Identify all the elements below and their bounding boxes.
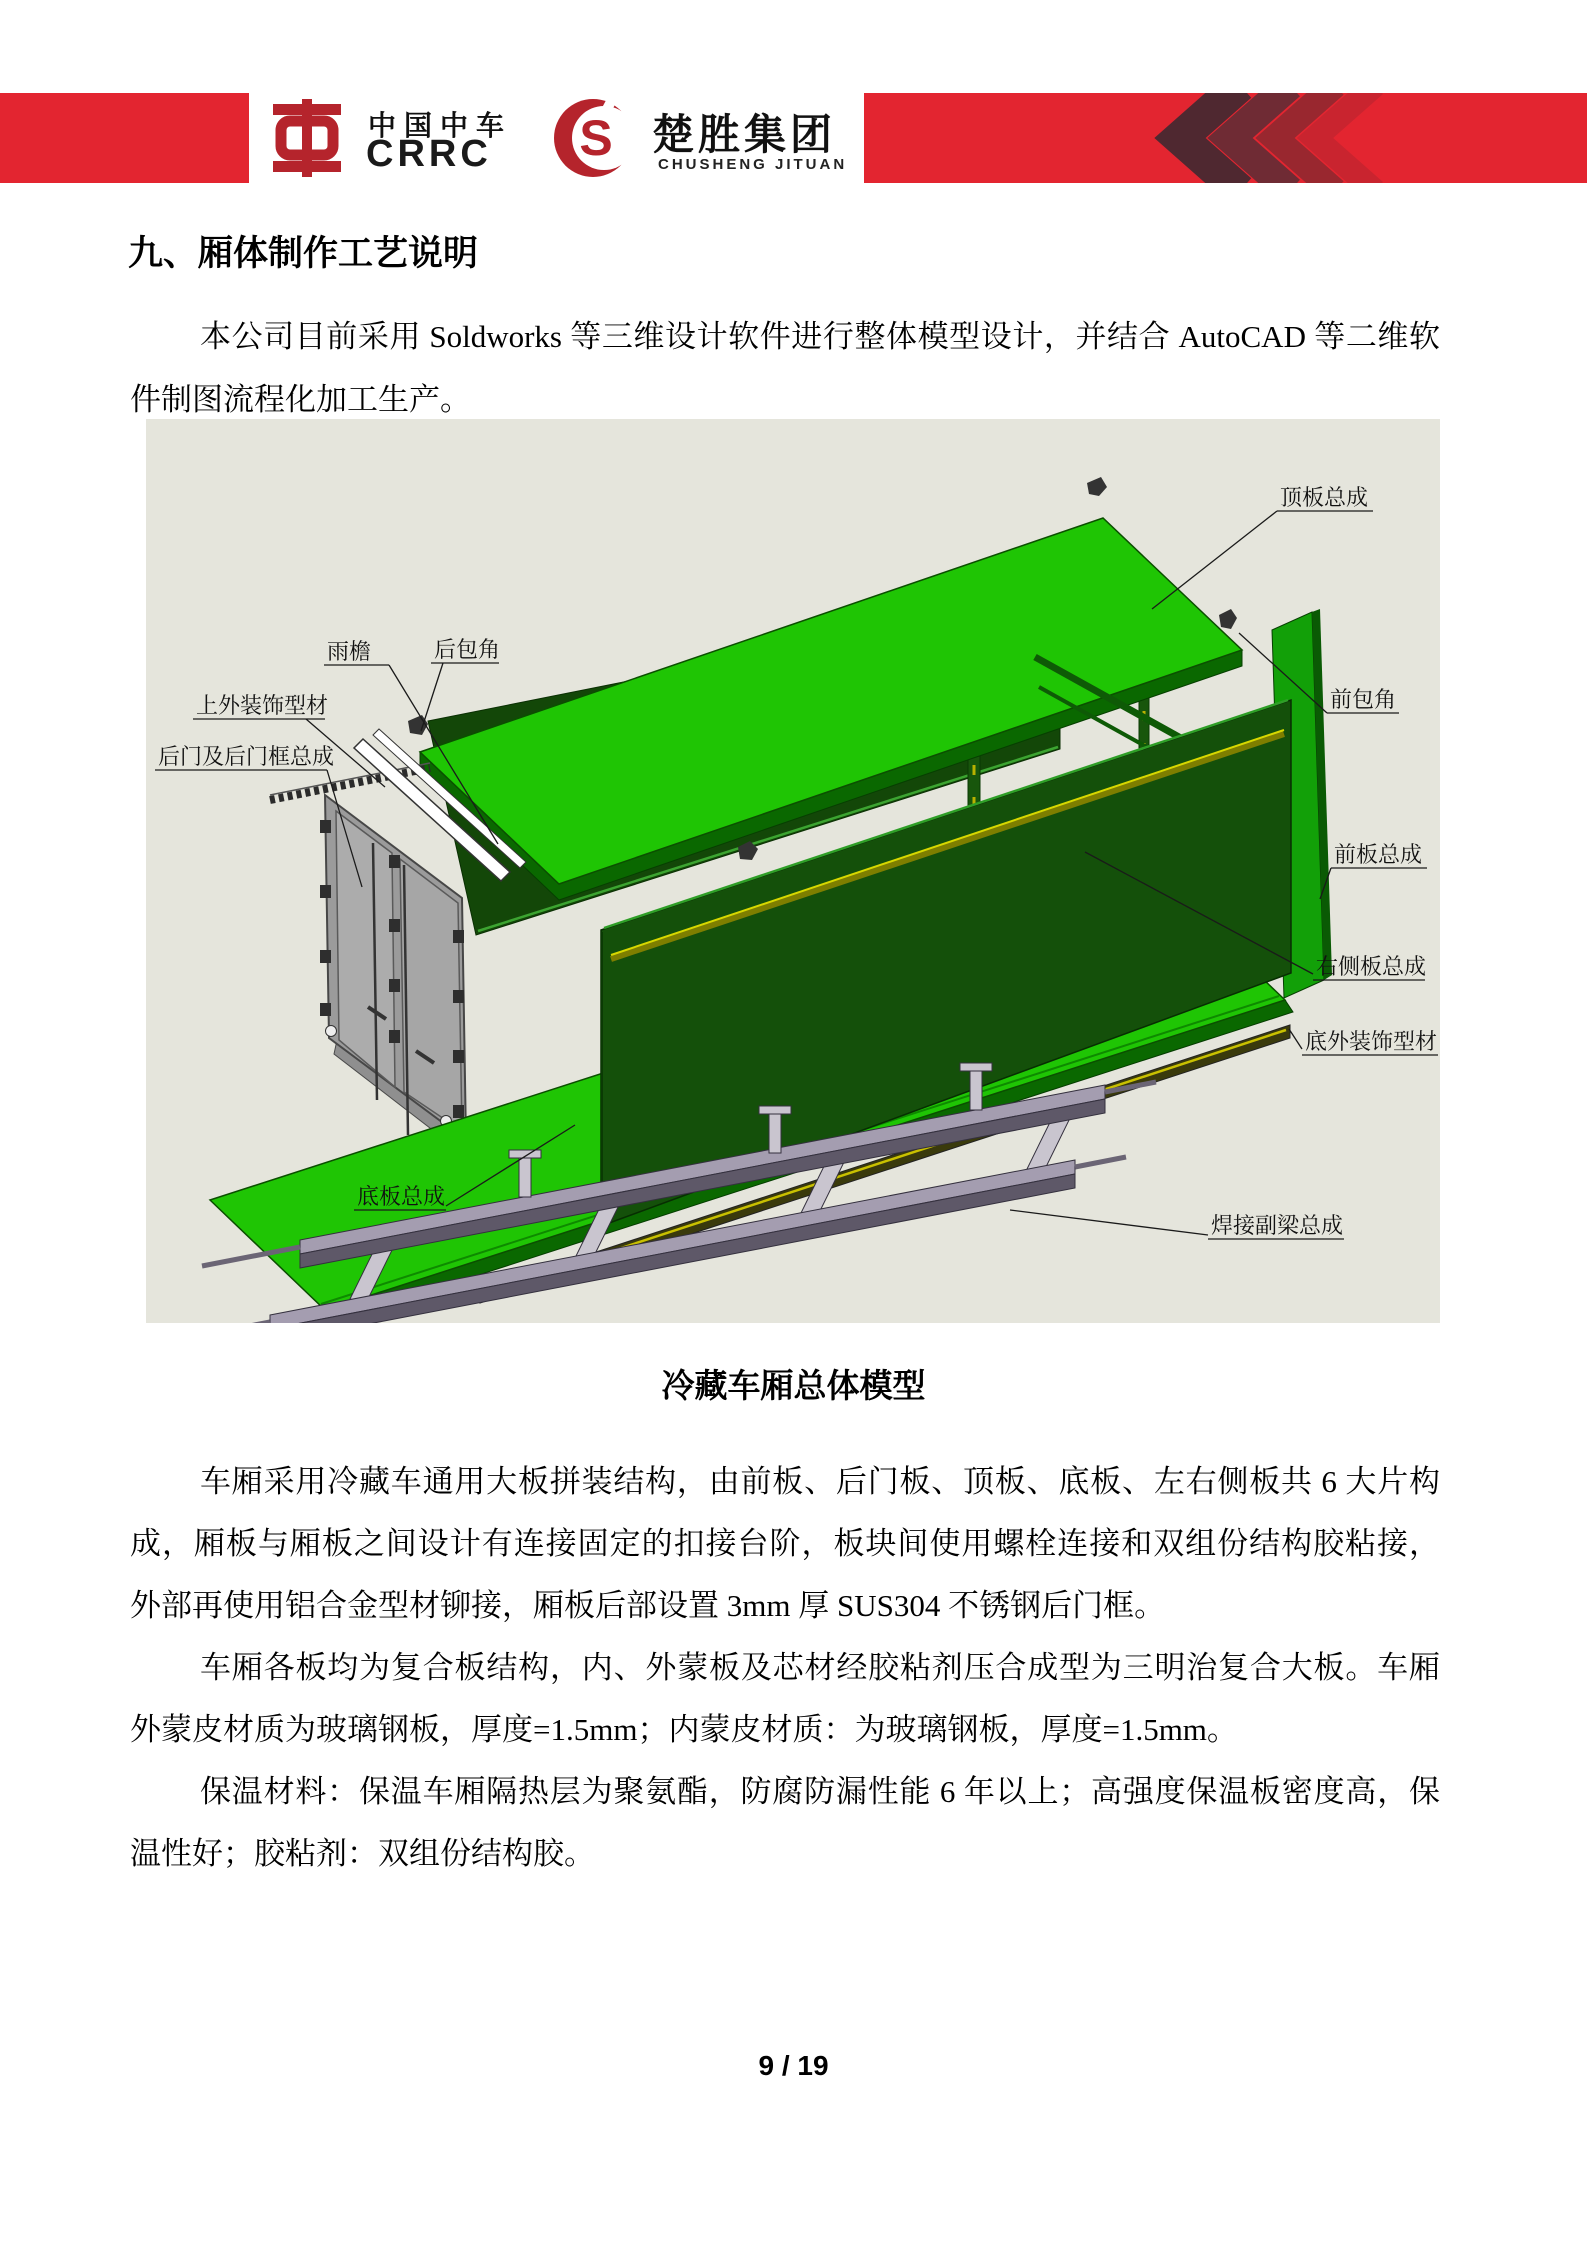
figure-caption: 冷藏车厢总体模型 (661, 1369, 926, 1405)
para4-line-2: 温性好；胶粘剂：双组份结构胶。 (130, 1836, 595, 1871)
diagram-label-front-corner: 前包角 (1330, 687, 1397, 712)
diagram-label-floor-panel: 底板总成 (357, 1184, 446, 1209)
diagram-label-rear-door: 后门及后门框总成 (158, 744, 335, 769)
para3-line-2: 外蒙皮材质为玻璃钢板，厚度=1.5mm；内蒙皮材质：为玻璃钢板，厚度=1.5mm。 (130, 1712, 1238, 1747)
para3-line-1: 车厢各板均为复合板结构，内、外蒙板及芯材经胶粘剂压合成型为三明治复合大板。车厢 (200, 1650, 1440, 1685)
para2-line-2: 成，厢板与厢板之间设计有连接固定的扣接台阶，板块间使用螺栓连接和双组份结构胶粘接， (130, 1526, 1440, 1561)
section-heading: 九、厢体制作工艺说明 (128, 234, 479, 273)
chusheng-name-en: CHUSHENG JITUAN (658, 156, 848, 173)
crrc-logo-icon (268, 99, 346, 177)
diagram-label-bottom-trim: 底外装饰型材 (1305, 1029, 1438, 1054)
diagram-label-rain-visor: 雨檐 (327, 639, 372, 664)
diagram-label-top-trim: 上外装饰型材 (196, 693, 329, 718)
chusheng-name-cn: 楚胜集团 (652, 111, 837, 158)
para2-line-3: 外部再使用铝合金型材铆接，厢板后部设置 3mm 厚 SUS304 不锈钢后门框。 (130, 1588, 1166, 1623)
truck-box-exploded-diagram (146, 419, 1440, 1323)
crrc-name-en: CRRC (366, 133, 492, 175)
chusheng-logo-icon (552, 97, 634, 179)
header-chevrons-icon (1140, 93, 1440, 183)
intro-line-1: 本公司目前采用 Soldworks 等三维设计软件进行整体模型设计，并结合 AutoCAD 等二维软 (200, 319, 1440, 354)
intro-line-2: 件制图流程化加工生产。 (130, 382, 471, 417)
svg-text:S: S (579, 110, 613, 166)
crrc-name-cn: 中国中车 (368, 110, 513, 141)
diagram-label-rear-corner: 后包角 (434, 637, 501, 662)
diagram-label-front-panel: 前板总成 (1334, 842, 1423, 867)
diagram-label-subframe: 焊接副梁总成 (1211, 1213, 1344, 1238)
diagram-label-top-panel: 顶板总成 (1280, 485, 1369, 510)
page-number: 9 / 19 (758, 2050, 829, 2081)
diagram-label-right-panel: 右侧板总成 (1316, 954, 1427, 979)
para4-line-1: 保温材料：保温车厢隔热层为聚氨酯，防腐防漏性能 6 年以上；高强度保温板密度高，保 (200, 1774, 1440, 1809)
para2-line-1: 车厢采用冷藏车通用大板拼装结构，由前板、后门板、顶板、底板、左右侧板共 6 大片构 (200, 1464, 1440, 1499)
